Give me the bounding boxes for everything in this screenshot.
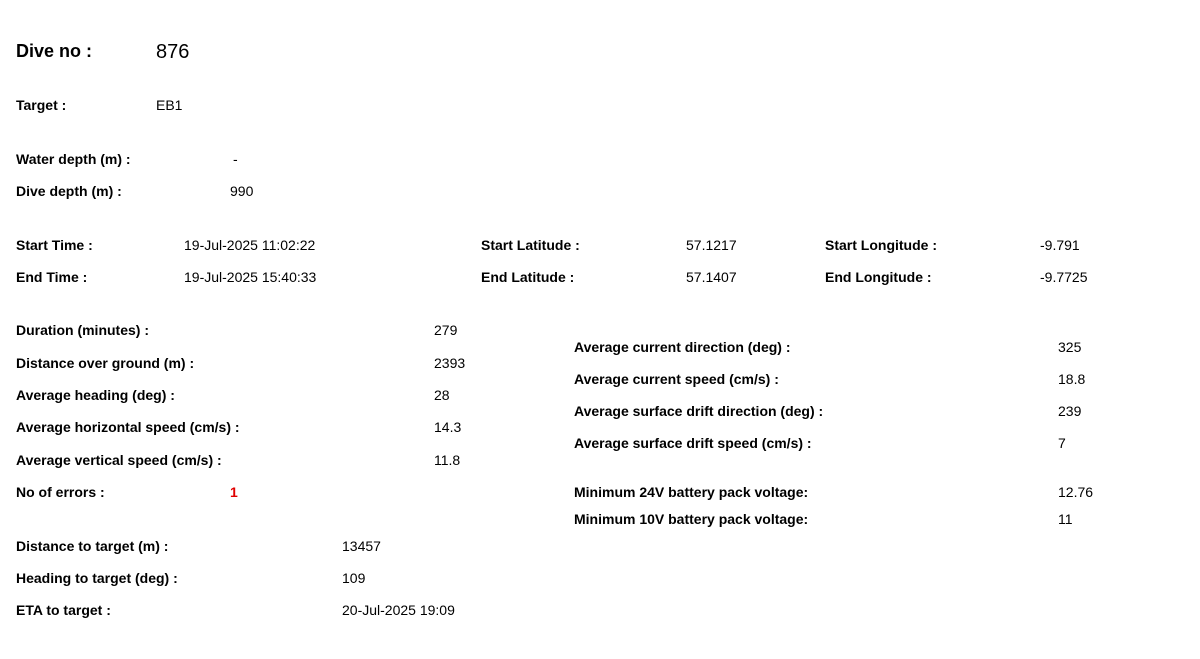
surface-drift-direction-value: 239 — [1058, 403, 1082, 419]
start-time-label: Start Time : — [16, 237, 93, 253]
end-longitude-value: -9.7725 — [1040, 269, 1088, 285]
battery-10v-value: 11 — [1058, 511, 1073, 527]
average-vertical-speed-value: 11.8 — [434, 452, 461, 468]
end-latitude-value: 57.1407 — [686, 269, 737, 285]
distance-to-target-value: 13457 — [342, 538, 381, 554]
end-time-value: 19-Jul-2025 15:40:33 — [184, 269, 317, 285]
dive-depth-value: 990 — [230, 183, 254, 199]
average-horizontal-speed-value: 14.3 — [434, 419, 462, 435]
start-longitude-value: -9.791 — [1040, 237, 1080, 253]
battery-24v-value: 12.76 — [1058, 484, 1094, 500]
heading-to-target-value: 109 — [342, 570, 366, 586]
errors-label: No of errors : — [16, 484, 105, 500]
current-speed-value: 18.8 — [1058, 371, 1086, 387]
start-latitude-value: 57.1217 — [686, 237, 737, 253]
water-depth-label: Water depth (m) : — [16, 151, 131, 167]
battery-24v-label: Minimum 24V battery pack voltage: — [574, 484, 809, 500]
dive-depth-label: Dive depth (m) : — [16, 183, 122, 199]
distance-to-target-label: Distance to target (m) : — [16, 538, 169, 554]
start-longitude-label: Start Longitude : — [825, 237, 937, 253]
end-longitude-label: End Longitude : — [825, 269, 932, 285]
current-direction-label: Average current direction (deg) : — [574, 339, 791, 355]
average-horizontal-speed-label: Average horizontal speed (cm/s) : — [16, 419, 240, 435]
battery-10v-label: Minimum 10V battery pack voltage: — [574, 511, 809, 527]
eta-to-target-value: 20-Jul-2025 19:09 — [342, 602, 455, 618]
dive-number-label: Dive no : — [16, 41, 93, 61]
end-latitude-label: End Latitude : — [481, 269, 575, 285]
average-heading-label: Average heading (deg) : — [16, 387, 175, 403]
heading-to-target-label: Heading to target (deg) : — [16, 570, 178, 586]
target-label: Target : — [16, 97, 67, 113]
duration-value: 279 — [434, 322, 458, 338]
start-time-value: 19-Jul-2025 11:02:22 — [184, 237, 316, 253]
average-vertical-speed-label: Average vertical speed (cm/s) : — [16, 452, 222, 468]
current-direction-value: 325 — [1058, 339, 1082, 355]
distance-over-ground-label: Distance over ground (m) : — [16, 355, 195, 371]
surface-drift-direction-label: Average surface drift direction (deg) : — [574, 403, 824, 419]
start-latitude-label: Start Latitude : — [481, 237, 580, 253]
errors-value: 1 — [230, 484, 238, 500]
surface-drift-speed-label: Average surface drift speed (cm/s) : — [574, 435, 812, 451]
surface-drift-speed-value: 7 — [1058, 435, 1066, 451]
average-heading-value: 28 — [434, 387, 450, 403]
target-value: EB1 — [156, 97, 183, 113]
eta-to-target-label: ETA to target : — [16, 602, 111, 618]
end-time-label: End Time : — [16, 269, 88, 285]
distance-over-ground-value: 2393 — [434, 355, 466, 371]
water-depth-value: - — [233, 151, 238, 167]
dive-number-value: 876 — [156, 41, 190, 63]
current-speed-label: Average current speed (cm/s) : — [574, 371, 779, 387]
duration-label: Duration (minutes) : — [16, 322, 149, 338]
